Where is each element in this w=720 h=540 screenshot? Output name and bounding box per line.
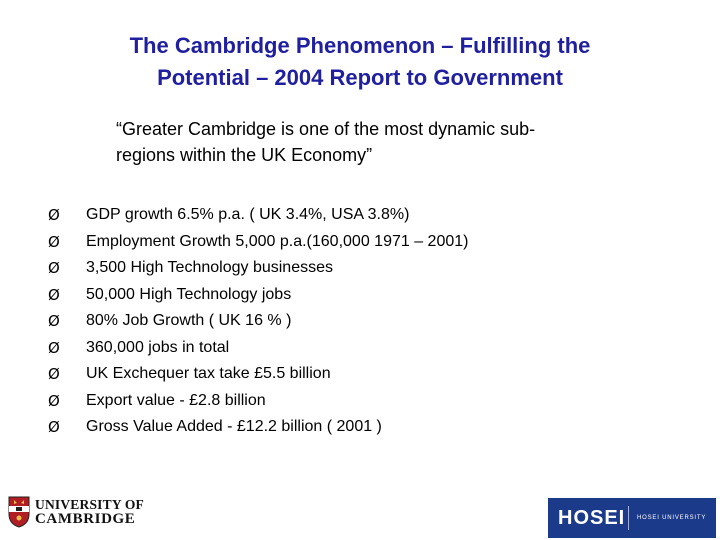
- bullet-text: Employment Growth 5,000 p.a.(160,000 1971 – 2001): [86, 232, 469, 250]
- bullet-text: 3,500 High Technology businesses: [86, 259, 333, 277]
- bullet-list: [48, 202, 688, 441]
- list-item: [48, 335, 688, 362]
- hosei-divider: [628, 506, 629, 530]
- quote: [116, 116, 676, 168]
- list-item: [48, 388, 688, 415]
- bullet-text: 80% Job Growth ( UK 16 % ): [86, 312, 292, 330]
- list-item: [48, 255, 688, 282]
- hosei-subtitle: HOSEI UNIVERSITY: [637, 515, 707, 521]
- slide-title: [20, 30, 700, 94]
- bullet-arrow-icon: Ø: [48, 391, 60, 410]
- bullet-arrow-icon: Ø: [48, 206, 60, 225]
- hosei-logo: [548, 498, 716, 538]
- bullet-arrow-icon: Ø: [48, 259, 60, 278]
- bullet-arrow-icon: Ø: [48, 338, 60, 357]
- cambridge-line-1: UNIVERSITY OF: [35, 497, 144, 512]
- bullet-arrow-icon: Ø: [48, 365, 60, 384]
- list-item: [48, 308, 688, 335]
- list-item: [48, 414, 688, 441]
- title-line-1: The Cambridge Phenomenon – Fulfilling the: [129, 33, 591, 58]
- cambridge-shield-icon: [8, 496, 30, 528]
- list-item: [48, 229, 688, 256]
- bullet-text: Export value - £2.8 billion: [86, 391, 266, 409]
- cambridge-line-2: CAMBRIDGE: [35, 511, 136, 527]
- list-item: [48, 361, 688, 388]
- quote-line-2: regions within the UK Economy”: [116, 145, 373, 165]
- bullet-text: 50,000 High Technology jobs: [86, 285, 292, 303]
- bullet-arrow-icon: Ø: [48, 312, 60, 331]
- bullet-text: Gross Value Added - £12.2 billion ( 2001 ): [86, 418, 382, 436]
- bullet-arrow-icon: Ø: [48, 418, 60, 437]
- bullet-text: 360,000 jobs in total: [86, 338, 230, 356]
- cambridge-wordmark: [35, 497, 144, 527]
- bullet-arrow-icon: Ø: [48, 285, 60, 304]
- bullet-arrow-icon: Ø: [48, 232, 60, 251]
- title-line-2: Potential – 2004 Report to Government: [157, 65, 563, 90]
- hosei-wordmark: HOSEI: [558, 506, 626, 529]
- quote-line-1: “Greater Cambridge is one of the most dynamic sub-: [116, 119, 536, 139]
- bullet-text: GDP growth 6.5% p.a. ( UK 3.4%, USA 3.8%): [86, 206, 410, 224]
- cambridge-logo: [8, 494, 158, 530]
- list-item: [48, 202, 688, 229]
- list-item: [48, 282, 688, 309]
- bullet-text: UK Exchequer tax take £5.5 billion: [86, 365, 331, 383]
